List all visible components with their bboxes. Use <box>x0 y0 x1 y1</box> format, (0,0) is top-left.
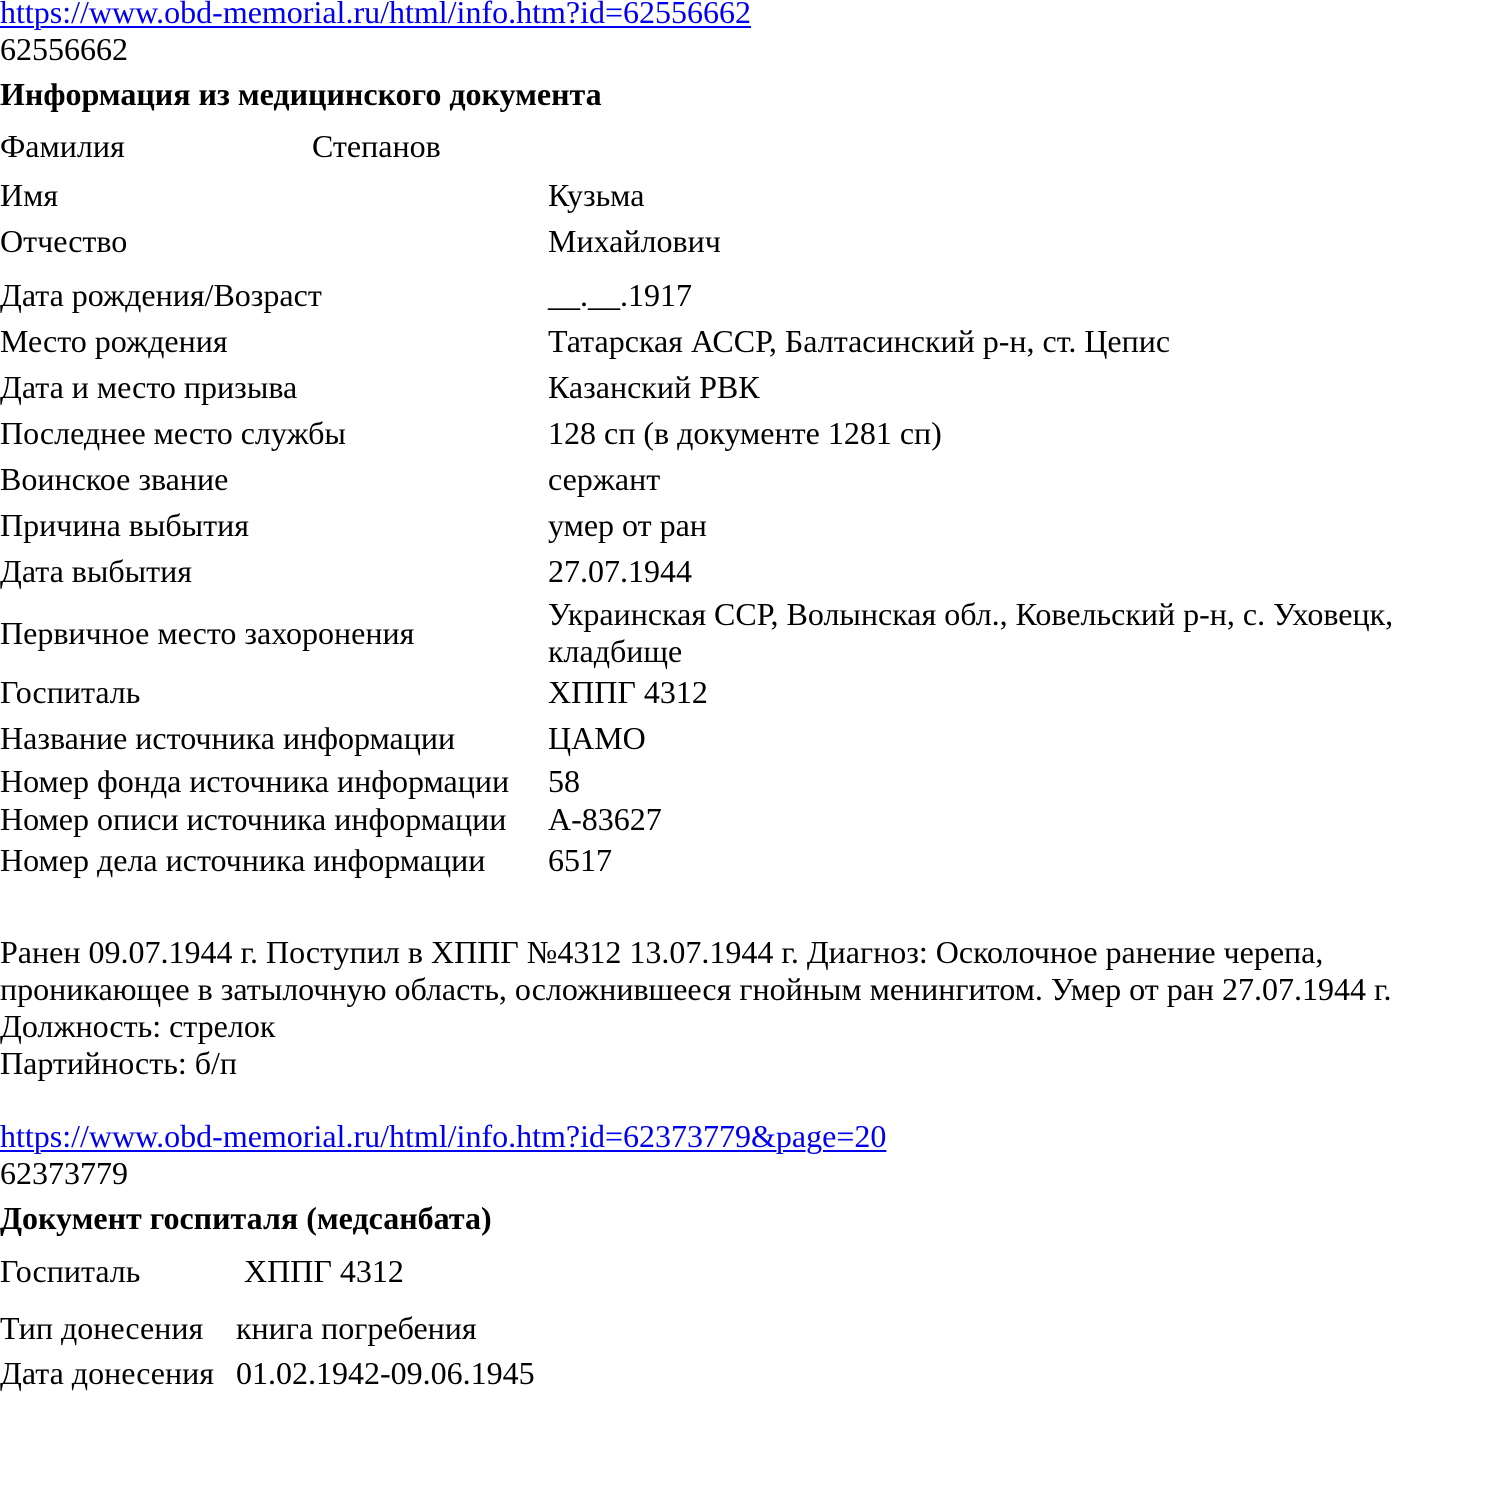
field-label: Место рождения <box>0 323 228 359</box>
table-row <box>0 265 1488 319</box>
record1-notes <box>0 934 1488 1082</box>
field-value: Кузьма <box>548 177 645 213</box>
table-row <box>0 549 1488 595</box>
field-label: Отчество <box>0 223 128 259</box>
record1-id: 62556662 <box>0 31 128 67</box>
field-label: Дата выбытия <box>0 553 192 589</box>
field-label: Номер фонда источника информации <box>0 763 510 799</box>
table-row <box>0 173 1488 219</box>
field-value: 58 <box>548 763 580 799</box>
field-label: Дата и место призыва <box>0 369 298 405</box>
field-value: Михайлович <box>548 223 721 259</box>
field-label: Дата рождения/Возраст <box>0 277 322 313</box>
table-row <box>0 716 1488 762</box>
record1-url-link[interactable]: https://www.obd-memorial.ru/html/info.htm?id=62556662 <box>0 0 752 30</box>
record2-title: Документ госпиталя (медсанбата) <box>0 1200 492 1236</box>
note-line: Должность: стрелок <box>0 1008 276 1044</box>
field-label: Последнее место службы <box>0 415 346 451</box>
field-label: Воинское звание <box>0 461 229 497</box>
field-value: Казанский РВК <box>548 369 760 405</box>
field-value: 128 сп (в документе 1281 сп) <box>548 415 942 451</box>
table-row <box>0 411 1488 457</box>
record1-table <box>0 173 1488 884</box>
field-value: ХППГ 4312 <box>548 674 708 710</box>
field-value: 6517 <box>548 842 612 878</box>
hospital-value: ХППГ 4312 <box>244 1253 404 1289</box>
table-row <box>0 365 1488 411</box>
table-row <box>0 319 1488 365</box>
table-row <box>0 762 1488 800</box>
field-value: А-83627 <box>548 801 662 837</box>
field-value: __.__.1917 <box>548 277 692 313</box>
field-label: Причина выбытия <box>0 507 249 543</box>
record1-title: Информация из медицинского документа <box>0 76 602 112</box>
field-label: Имя <box>0 177 59 213</box>
surname-label: Фамилия <box>0 128 125 164</box>
report-date-label: Дата донесения <box>0 1355 214 1391</box>
table-row <box>0 670 1488 716</box>
field-value: сержант <box>548 461 661 497</box>
field-label: Номер дела источника информации <box>0 842 486 878</box>
report-type-label: Тип донесения <box>0 1310 204 1346</box>
table-row <box>0 838 1488 884</box>
record2-hospital-row <box>0 1253 1488 1290</box>
record2-date-row <box>0 1355 1488 1392</box>
field-value: ЦАМО <box>548 720 646 756</box>
table-row <box>0 503 1488 549</box>
field-label: Название источника информации <box>0 720 456 756</box>
table-row <box>0 457 1488 503</box>
record2-link-line <box>0 1118 1488 1155</box>
field-value: Татарская АССР, Балтасинский р-н, ст. Цепис <box>548 323 1171 359</box>
report-date-value: 01.02.1942-09.06.1945 <box>236 1355 535 1391</box>
surname-value: Степанов <box>312 128 441 164</box>
record1-link-line <box>0 0 1488 31</box>
field-value: 27.07.1944 <box>548 553 692 589</box>
note-line: проникающее в затылочную область, осложнившееся гнойным менингитом. Умер от ран 27.07.1944 г. <box>0 971 1392 1007</box>
table-row <box>0 800 1488 838</box>
note-line: Партийность: б/п <box>0 1045 238 1081</box>
field-label: Госпиталь <box>0 674 141 710</box>
field-value: умер от ран <box>548 507 707 543</box>
report-type-value: книга погребения <box>236 1310 477 1346</box>
record2-url-link[interactable]: https://www.obd-memorial.ru/html/info.htm?id=62373779&page=20 <box>0 1118 887 1154</box>
field-value: Украинская ССР, Волынская обл., Ковельский р-н, с. Уховецк, кладбище <box>548 596 1394 669</box>
record2 <box>0 1118 1488 1392</box>
record2-id: 62373779 <box>0 1155 128 1191</box>
table-row <box>0 595 1488 670</box>
record2-type-row <box>0 1310 1488 1347</box>
hospital-label: Госпиталь <box>0 1253 141 1289</box>
record1-surname-row <box>0 128 1488 165</box>
note-line: Ранен 09.07.1944 г. Поступил в ХППГ №4312 13.07.1944 г. Диагноз: Осколочное ранение черепа, <box>0 934 1324 970</box>
field-label: Первичное место захоронения <box>0 614 415 651</box>
field-label: Номер описи источника информации <box>0 801 507 837</box>
table-row <box>0 219 1488 265</box>
